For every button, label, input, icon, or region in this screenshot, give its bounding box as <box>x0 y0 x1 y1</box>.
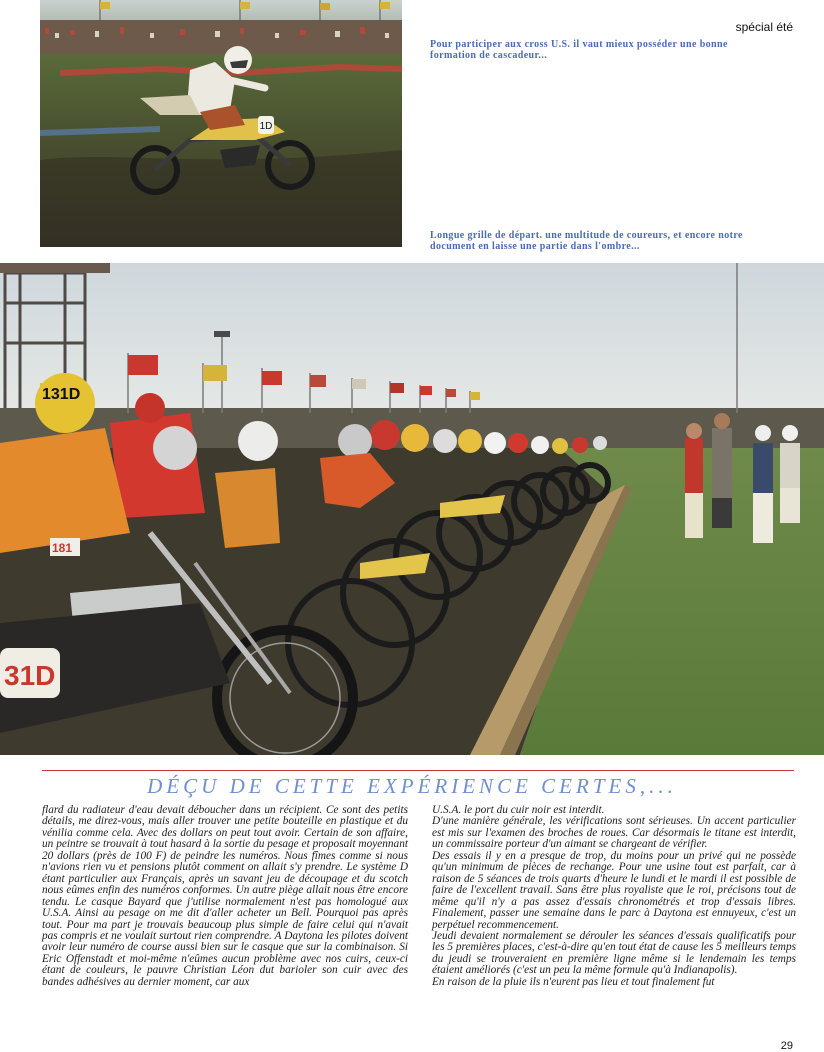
motocross-jump-photo <box>40 0 402 247</box>
paragraph: U.S.A. le port du cuir noir est interdit. <box>432 804 605 816</box>
paragraph: En raison de la pluie ils n'eurent pas lieu et tout finalement fut <box>432 975 715 988</box>
top-rider-number: 1D <box>259 121 273 132</box>
page-number: 29 <box>780 1040 793 1052</box>
headline-rule <box>42 770 794 771</box>
paragraph: Des essais il y en a presque de trop, du moins pour un privé qui ne possède qu'un minimum de pièces de rechange. Pour une usine tout est parfait, car à raison de 5 séances de trois quarts d'heure le lundi et le mardi il est possible de faire de l'excellent travail. Sans être plus royaliste que le roi, précisons tout de même qu'il n'y a pas assez d'essais chronométrés et trop d'essais libres. Finalement, passer une semaine dans le parc à Daytona est ennuyeux, c'est un perpétuel recommencement. <box>432 849 796 931</box>
article-column-left <box>42 805 408 988</box>
side-plate-number: 31D <box>4 660 56 691</box>
paragraph: flard du radiateur d'eau devait déboucher dans un récipient. Ce sont des petits détails, me direz-vous, mais aller trouver une petite bouteille en plastique et du vénilia comme cela. Avec des dollars on peut tout avoir. Certain de son affaire, un peintre se trouvait à tout hasard à la sortie du pesage et proposait moyennant 20 dollars (près de 100 F) de peindre les numéros. Nous fîmes comme si nous n'avions rien vu et pensions plutôt comment on allait s'y prendre. Le système D étant particulier aux Français, après un savant jeu de découpage et du scotch nous eûmes enfin des numéros conformes. Un autre piège allait nous être encore tendu. Le casque Bayard que j'utilise normalement n'est pas homologué aux U.S.A. Ainsi au pesage on me dit d'aller acheter un Bell. Pourquoi pas après tout. Pour ma part je trouvais beaucoup plus simple de faire celui qui n'avait pas compris et ne voulait surtout rien comprendre. A Daytona les pilotes doivent avoir leur numéro de course aussi bien sur le casque que sur la combinaison. Si Eric Offenstadt et moi-même n'eûmes aucun problème avec nos cuirs, ceux-ci étant de couleurs, le pauvre Christian Léon dut barioler son cuir avec des bandes adhésives au dernier moment, car aux <box>42 804 408 988</box>
article-headline: DÉÇU DE CETTE EXPÉRIENCE CERTES,... <box>147 774 677 798</box>
paragraph: Jeudi devaient normalement se dérouler les séances d'essais qualificatifs pour les 5 premières places, c'est-à-dire qu'en tout état de cause les 5 meilleurs temps du jeudi se trouveraient en première ligne même si le lendemain les temps étaient améliorés (c'est un peu la même formule qu'à Indianapolis). <box>432 929 796 977</box>
rider-number-helmet: 131D <box>42 386 81 403</box>
plate-number-181: 181 <box>52 541 73 555</box>
article-column-right <box>432 805 796 988</box>
photo-caption-grid: Longue grille de départ. une multitude de coureurs, et encore notre document en laisse une partie dans l'ombre... <box>430 230 743 252</box>
starting-grid-photo <box>0 263 824 755</box>
section-label: spécial été <box>735 20 793 34</box>
photo-caption-jump: Pour participer aux cross U.S. il vaut mieux posséder une bonne formation de cascadeur... <box>430 39 728 61</box>
paragraph: D'une manière générale, les vérifications sont sérieuses. Un accent particulier est mis sur l'examen des broches de roues. Car désormais le titane est interdit, un commissaire porteur d'un aimant se chargeant de vérifier. <box>432 815 796 851</box>
